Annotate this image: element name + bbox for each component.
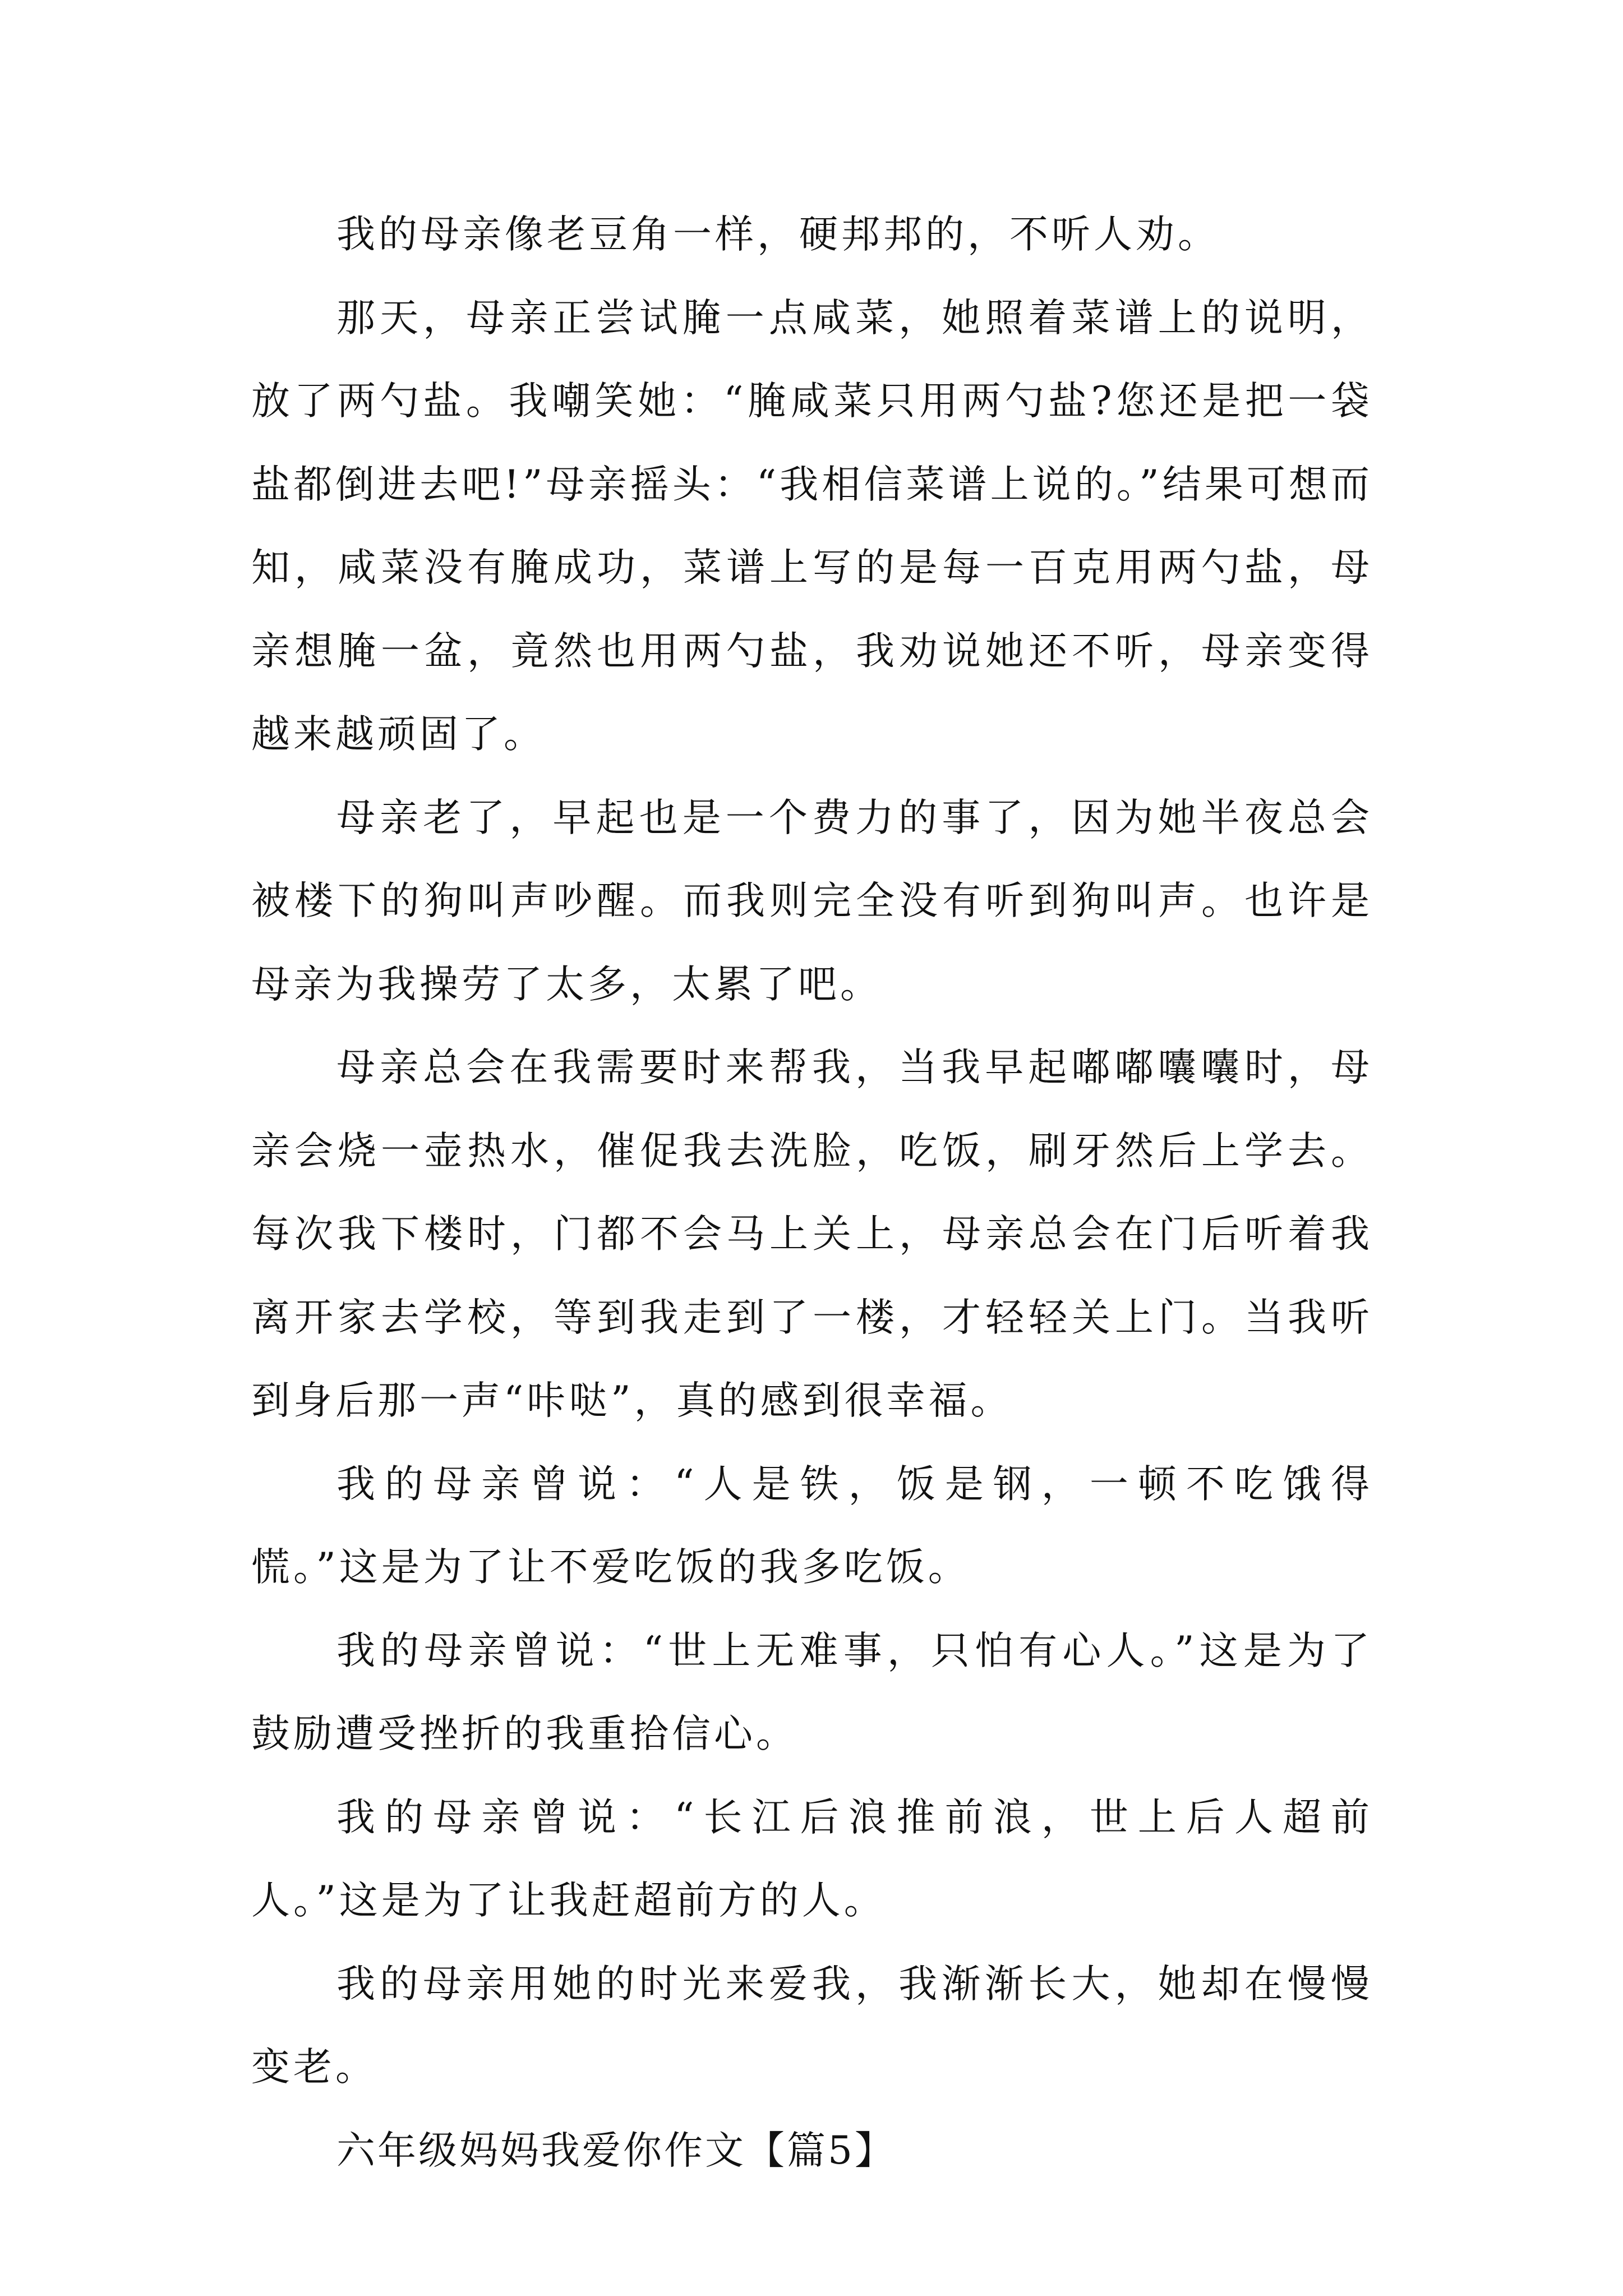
paragraph-7: 我的母亲曾说：“长江后浪推前浪，世上后人超前人。”这是为了让我赶超前方的人。 (251, 1795, 1373, 1923)
paragraph-3: 母亲老了，早起也是一个费力的事了，因为她半夜总会被楼下的狗叫声吵醒。而我则完全没有听到狗叫声。也许是母亲为我操劳了太多，太累了吧。 (251, 795, 1373, 1007)
paragraph-4: 母亲总会在我需要时来帮我，当我早起嘟嘟囔囔时，母亲会烧一壶热水，催促我去洗脸，吃饭，刷牙然后上学去。每次我下楼时，门都不会马上关上，母亲总会在门后听着我离开家去学校，等到我走到了一楼，才轻轻关上门。当我听到身后那一声“咔哒”，真的感到很幸福。 (251, 1045, 1373, 1423)
document-body (251, 193, 1373, 2192)
paragraph-2: 那天，母亲正尝试腌一点咸菜，她照着菜谱上的说明，放了两勺盐。我嘲笑她：“腌咸菜只用两勺盐?您还是把一袋盐都倒进去吧!”母亲摇头：“我相信菜谱上说的。”结果可想而知，咸菜没有腌成功，菜谱上写的是每一百克用两勺盐，母亲想腌一盆，竟然也用两勺盐，我劝说她还不听，母亲变得越来越顽固了。 (251, 295, 1373, 757)
paragraph-6: 我的母亲曾说：“世上无难事，只怕有心人。”这是为了鼓励遭受挫折的我重拾信心。 (251, 1628, 1373, 1756)
paragraph-8: 我的母亲用她的时光来爱我，我渐渐长大，她却在慢慢变老。 (251, 1961, 1373, 2090)
paragraph-1: 我的母亲像老豆角一样，硬邦邦的，不听人劝。 (336, 212, 1220, 257)
section-heading: 六年级妈妈我爱你作文【篇5】 (336, 2128, 896, 2173)
paragraph-5: 我的母亲曾说：“人是铁，饭是钢，一顿不吃饿得慌。”这是为了让不爱吃饭的我多吃饭。 (251, 1461, 1373, 1590)
